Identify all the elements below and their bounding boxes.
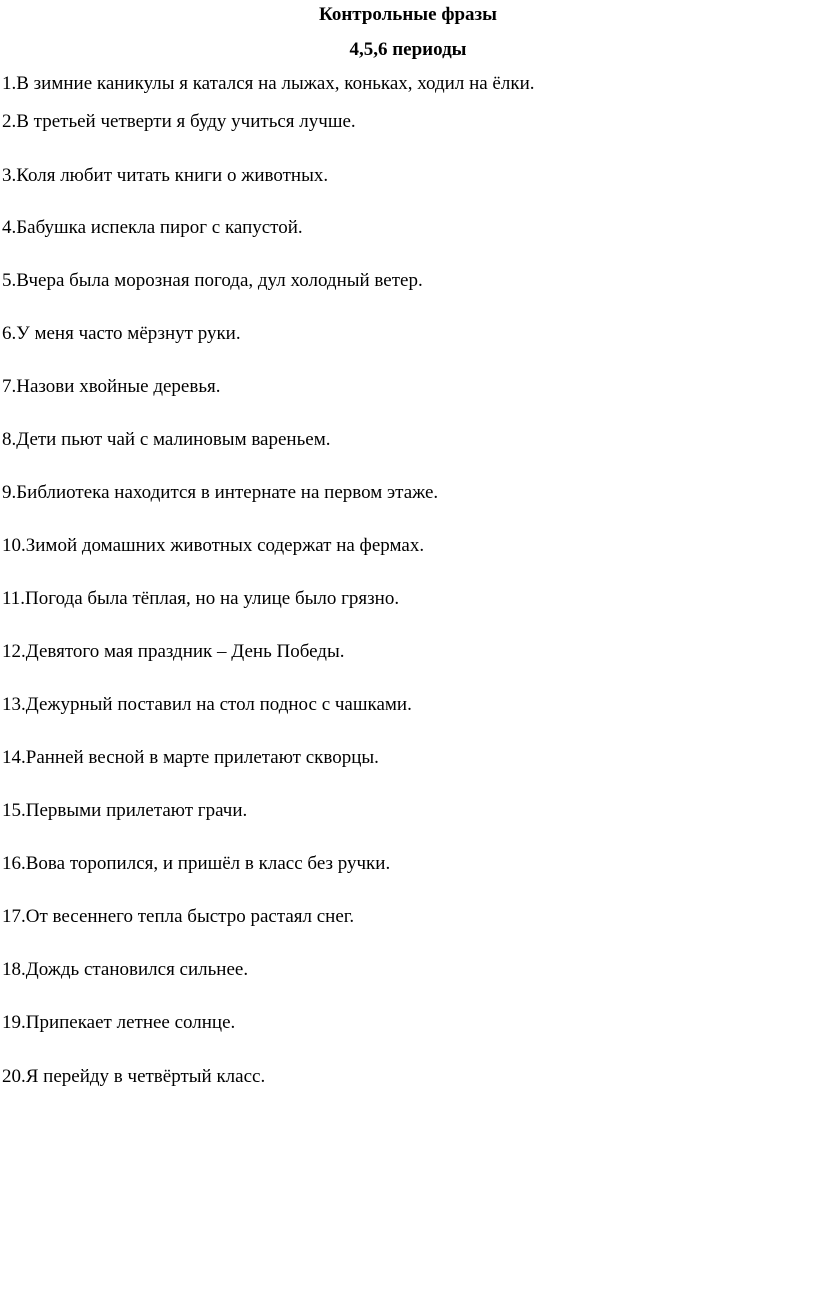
phrase-line: 3.Коля любит читать книги о животных. [2,165,329,186]
phrase-line: 18.Дождь становился сильнее. [2,959,249,980]
phrase-line: 11.Погода была тёплая, но на улице было грязно. [2,588,400,609]
phrase-line: 1.В зимние каникулы я катался на лыжах, коньках, ходил на ёлки. [2,73,535,94]
phrase-line: 5.Вчера была морозная погода, дул холодный ветер. [2,270,423,291]
page-title: Контрольные фразы [318,4,497,25]
phrase-line: 6.У меня часто мёрзнут руки. [2,323,241,344]
phrase-line: 16.Вова торопился, и пришёл в класс без ручки. [2,853,391,874]
phrase-line: 15.Первыми прилетают грачи. [2,800,248,821]
phrase-line: 4.Бабушка испекла пирог с капустой. [2,217,303,238]
phrase-line: 9.Библиотека находится в интернате на первом этаже. [2,482,439,503]
phrase-line: 10.Зимой домашних животных содержат на фермах. [2,535,425,556]
phrase-line: 8.Дети пьют чай с малиновым вареньем. [2,429,331,450]
phrase-line: 2.В третьей четверти я буду учиться лучше. [2,111,356,132]
phrase-line: 12.Девятого мая праздник – День Победы. [2,641,345,662]
phrase-line: 20.Я перейду в четвёртый класс. [2,1066,266,1087]
phrase-line: 7.Назови хвойные деревья. [2,376,221,397]
page-subtitle: 4,5,6 периоды [349,39,467,60]
phrase-line: 14.Ранней весной в марте прилетают скворцы. [2,747,379,768]
phrase-line: 13.Дежурный поставил на стол поднос с чашками. [2,694,412,715]
phrase-line: 17.От весеннего тепла быстро растаял снег. [2,906,355,927]
phrase-line: 19.Припекает летнее солнце. [2,1012,236,1033]
